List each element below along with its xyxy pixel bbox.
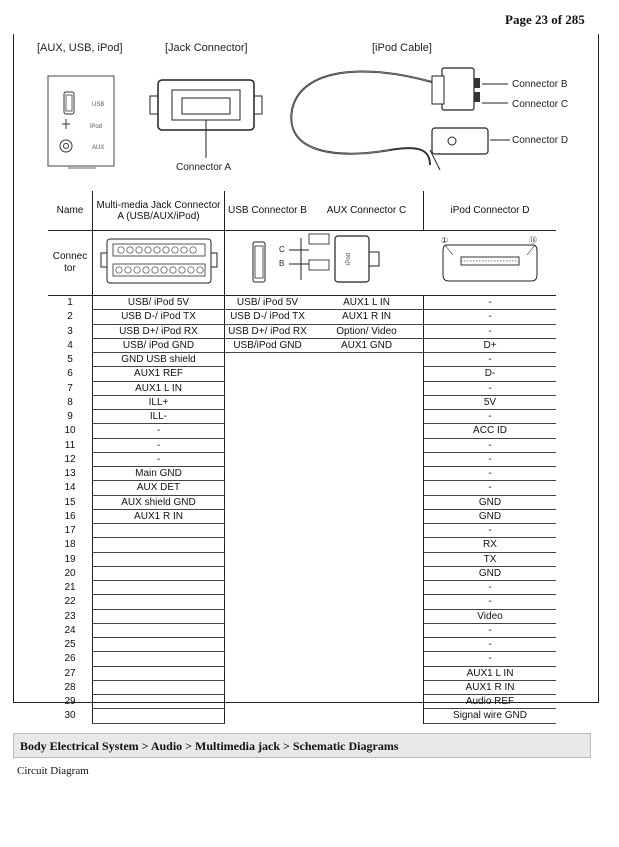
pin-number: 1 xyxy=(67,297,73,309)
connector-d-value: GND xyxy=(424,495,557,509)
connector-c-value xyxy=(310,395,424,409)
connector-c-value xyxy=(310,495,424,509)
pin-number: 11 xyxy=(64,439,76,451)
pin-table xyxy=(48,191,556,724)
pin-number: 29 xyxy=(64,696,76,708)
connector-b-value: USB/iPod GND xyxy=(225,338,311,352)
connector-c-value xyxy=(310,524,424,538)
connector-a-value: AUX DET xyxy=(93,481,225,495)
connector-d-value: - xyxy=(424,296,557,310)
connector-a-value: AUX shield GND xyxy=(93,495,225,509)
pin-number: 28 xyxy=(64,681,76,693)
connector-d-value: - xyxy=(424,581,557,595)
table-row xyxy=(48,452,556,466)
connector-d-diagram xyxy=(424,231,557,296)
connector-b-value xyxy=(225,652,311,666)
connector-b-callout: Connector B xyxy=(512,79,568,90)
table-row xyxy=(48,638,556,652)
connector-b-value xyxy=(225,481,311,495)
connector-a-value: AUX1 REF xyxy=(93,367,225,381)
pin-number: 18 xyxy=(64,539,76,551)
label-ipod-cable: [iPod Cable] xyxy=(372,42,432,54)
connector-c-value xyxy=(310,509,424,523)
table-row xyxy=(48,324,556,338)
connector-b-value: USB D-/ iPod TX xyxy=(225,310,311,324)
connector-c-value xyxy=(310,410,424,424)
connector-c-value xyxy=(310,367,424,381)
connector-a-value xyxy=(93,695,225,709)
pin-number: 24 xyxy=(64,624,76,636)
connector-d-value: - xyxy=(424,524,557,538)
connector-a-value: USB D+/ iPod RX xyxy=(93,324,225,338)
table-row xyxy=(48,481,556,495)
diagram-pin-30: ⑱ xyxy=(528,236,537,245)
connector-b-value xyxy=(225,609,311,623)
ipod-cable-drawing xyxy=(291,68,568,170)
table-row xyxy=(48,566,556,580)
diagram-pin-1: ① xyxy=(440,236,448,245)
connector-b-value: USB D+/ iPod RX xyxy=(225,324,311,338)
connector-b-value xyxy=(225,524,311,538)
connector-a-value xyxy=(93,652,225,666)
connector-b-value xyxy=(225,452,311,466)
connector-c-callout: Connector C xyxy=(512,99,569,110)
pin-number: 26 xyxy=(64,653,76,665)
connector-a-value: - xyxy=(93,438,225,452)
table-row xyxy=(48,538,556,552)
pin-number: 20 xyxy=(64,567,76,579)
table-row xyxy=(48,438,556,452)
connector-b-value xyxy=(225,495,311,509)
header-connector-d: iPod Connector D xyxy=(424,191,557,231)
pin-number: 30 xyxy=(64,710,76,722)
pin-number: 3 xyxy=(67,325,73,337)
connector-d-value: - xyxy=(424,353,557,367)
connector-c-value xyxy=(310,581,424,595)
connector-c-value xyxy=(310,666,424,680)
pin-number: 12 xyxy=(64,453,76,465)
connector-a-value xyxy=(93,680,225,694)
connector-d-value: - xyxy=(424,595,557,609)
connector-d-value: - xyxy=(424,381,557,395)
table-row xyxy=(48,467,556,481)
connector-b-value xyxy=(225,509,311,523)
pin-number: 22 xyxy=(64,596,76,608)
connector-d-value: RX xyxy=(424,538,557,552)
connector-c-value xyxy=(310,652,424,666)
connector-d-value: Signal wire GND xyxy=(424,709,557,723)
multimedia-panel-drawing xyxy=(48,76,114,168)
connector-c-value xyxy=(310,609,424,623)
connector-a-value xyxy=(93,581,225,595)
connector-d-value: - xyxy=(424,481,557,495)
connector-b-value xyxy=(225,680,311,694)
connector-a-diagram xyxy=(93,231,225,296)
pin-number: 15 xyxy=(64,496,76,508)
connector-b-value xyxy=(225,709,311,723)
label-jack-connector: [Jack Connector] xyxy=(165,42,248,54)
panel-ipod-text: iPod xyxy=(90,124,103,130)
pin-number: 19 xyxy=(64,553,76,565)
connector-b-value xyxy=(225,424,311,438)
circuit-diagram-heading: Circuit Diagram xyxy=(17,765,89,777)
section-breadcrumb: Body Electrical System > Audio > Multimedia jack > Schematic Diagrams xyxy=(13,733,591,758)
diagram-c-label: C xyxy=(279,245,286,254)
table-row xyxy=(48,353,556,367)
table-row xyxy=(48,395,556,409)
connector-d-value: 5V xyxy=(424,395,557,409)
connector-d-value: D- xyxy=(424,367,557,381)
connector-d-value: - xyxy=(424,438,557,452)
connector-a-value xyxy=(93,538,225,552)
connector-b-value xyxy=(225,395,311,409)
connector-c-value: AUX1 L IN xyxy=(310,296,424,310)
connector-a-value xyxy=(93,566,225,580)
pin-number: 27 xyxy=(64,667,76,679)
connector-d-value: Video xyxy=(424,609,557,623)
connector-c-value xyxy=(310,595,424,609)
connector-c-value xyxy=(310,552,424,566)
connector-a-value xyxy=(93,666,225,680)
connector-d-value: AUX1 L IN xyxy=(424,666,557,680)
table-row xyxy=(48,581,556,595)
connector-a-value: GND USB shield xyxy=(93,353,225,367)
connector-d-value: - xyxy=(424,623,557,637)
connector-c-value: AUX1 R IN xyxy=(310,310,424,324)
table-row xyxy=(48,296,556,310)
header-connector-a: Multi-media Jack Connector A (USB/AUX/iPod) xyxy=(93,191,225,231)
connector-d-value: - xyxy=(424,410,557,424)
connector-d-value: - xyxy=(424,467,557,481)
connector-a-value: Main GND xyxy=(93,467,225,481)
table-row xyxy=(48,495,556,509)
connector-b-value xyxy=(225,581,311,595)
connector-a-value xyxy=(93,552,225,566)
pin-number: 9 xyxy=(67,411,73,423)
connector-c-value xyxy=(310,566,424,580)
connector-d-pin-diagram xyxy=(435,233,545,289)
diagram-b-label: B xyxy=(279,259,285,268)
table-row xyxy=(48,595,556,609)
connector-c-value xyxy=(310,638,424,652)
connector-a-value: USB/ iPod 5V xyxy=(93,296,225,310)
connector-a-value xyxy=(93,524,225,538)
pin-number: 5 xyxy=(67,354,73,366)
connector-a-value: ILL- xyxy=(93,410,225,424)
connector-b-value xyxy=(225,623,311,637)
connector-b-value xyxy=(225,595,311,609)
panel-usb-text: USB xyxy=(92,102,105,108)
connector-d-value: AUX1 R IN xyxy=(424,680,557,694)
connector-b-value xyxy=(225,438,311,452)
diagram-ipod-text: iPod xyxy=(346,252,353,265)
table-row xyxy=(48,310,556,324)
connector-c-value xyxy=(310,424,424,438)
table-row xyxy=(48,695,556,709)
pin-number: 2 xyxy=(67,311,73,323)
connector-b-value xyxy=(225,467,311,481)
connector-b-value xyxy=(225,538,311,552)
connector-d-value: Audio REF xyxy=(424,695,557,709)
table-row xyxy=(48,552,556,566)
connector-a-value: AUX1 L IN xyxy=(93,381,225,395)
connector-d-value: GND xyxy=(424,509,557,523)
connector-a-value: AUX1 R IN xyxy=(93,509,225,523)
connector-a-value: ILL+ xyxy=(93,395,225,409)
table-row xyxy=(48,524,556,538)
connector-c-value xyxy=(310,438,424,452)
connector-c-value xyxy=(310,623,424,637)
connector-c-value xyxy=(310,467,424,481)
label-aux-usb-ipod: [AUX, USB, iPod] xyxy=(37,42,123,54)
connector-d-value: TX xyxy=(424,552,557,566)
connector-bc-pin-diagram xyxy=(229,232,419,290)
connector-c-value xyxy=(310,481,424,495)
connector-b-value xyxy=(225,381,311,395)
connector-b-value xyxy=(225,695,311,709)
pin-number: 7 xyxy=(67,382,73,394)
connector-a-value: USB D-/ iPod TX xyxy=(93,310,225,324)
connector-d-value: - xyxy=(424,310,557,324)
connector-row-label: Connec tor xyxy=(48,231,93,296)
table-row xyxy=(48,410,556,424)
connector-a-pin-diagram xyxy=(99,235,219,287)
pin-number: 4 xyxy=(67,339,73,351)
connector-d-value: D+ xyxy=(424,338,557,352)
table-row xyxy=(48,338,556,352)
connector-c-value xyxy=(310,680,424,694)
connector-illustrations xyxy=(0,0,619,190)
connector-bc-diagram xyxy=(225,231,424,296)
pin-number: 21 xyxy=(64,582,76,594)
connector-b-value xyxy=(225,566,311,580)
connector-a-value xyxy=(93,638,225,652)
header-connector-b: USB Connector B xyxy=(225,191,311,231)
table-row xyxy=(48,424,556,438)
table-row xyxy=(48,367,556,381)
connector-a-value xyxy=(93,609,225,623)
table-row xyxy=(48,381,556,395)
pin-number: 14 xyxy=(64,482,76,494)
pin-number: 6 xyxy=(67,368,73,380)
connector-c-value xyxy=(310,538,424,552)
connector-a-value xyxy=(93,595,225,609)
connector-d-value: - xyxy=(424,452,557,466)
connector-b-value xyxy=(225,552,311,566)
pin-number: 25 xyxy=(64,639,76,651)
connector-a-callout: Connector A xyxy=(176,162,232,173)
connector-d-value: - xyxy=(424,638,557,652)
connector-d-callout: Connector D xyxy=(512,135,569,146)
connector-c-value xyxy=(310,452,424,466)
connector-c-value: AUX1 GND xyxy=(310,338,424,352)
connector-b-value xyxy=(225,367,311,381)
connector-d-value: - xyxy=(424,652,557,666)
connector-c-value xyxy=(310,695,424,709)
connector-a-value: - xyxy=(93,452,225,466)
pin-number: 10 xyxy=(64,425,76,437)
table-row xyxy=(48,509,556,523)
panel-aux-text: AUX xyxy=(92,145,105,151)
connector-a-value xyxy=(93,623,225,637)
table-row xyxy=(48,623,556,637)
connector-c-value xyxy=(310,709,424,723)
connector-b-value xyxy=(225,353,311,367)
connector-d-value: ACC ID xyxy=(424,424,557,438)
pin-number: 17 xyxy=(64,525,76,537)
page-number: Page 23 of 285 xyxy=(505,12,585,27)
pin-number: 16 xyxy=(64,510,76,522)
table-row xyxy=(48,680,556,694)
connector-b-value xyxy=(225,666,311,680)
connector-a-value: - xyxy=(93,424,225,438)
connector-a-value: USB/ iPod GND xyxy=(93,338,225,352)
connector-c-value: Option/ Video xyxy=(310,324,424,338)
pin-number: 23 xyxy=(64,610,76,622)
header-connector-c: AUX Connector C xyxy=(310,191,424,231)
pin-number: 13 xyxy=(64,468,76,480)
table-row xyxy=(48,652,556,666)
connector-b-value: USB/ iPod 5V xyxy=(225,296,311,310)
header-name: Name xyxy=(48,191,93,231)
connector-a-value xyxy=(93,709,225,723)
connector-b-value xyxy=(225,410,311,424)
table-row xyxy=(48,666,556,680)
connector-d-value: GND xyxy=(424,566,557,580)
pin-number: 8 xyxy=(67,396,73,408)
connector-c-value xyxy=(310,353,424,367)
table-row xyxy=(48,709,556,723)
connector-d-value: - xyxy=(424,324,557,338)
table-row xyxy=(48,609,556,623)
connector-c-value xyxy=(310,381,424,395)
jack-connector-drawing xyxy=(150,80,262,173)
connector-b-value xyxy=(225,638,311,652)
